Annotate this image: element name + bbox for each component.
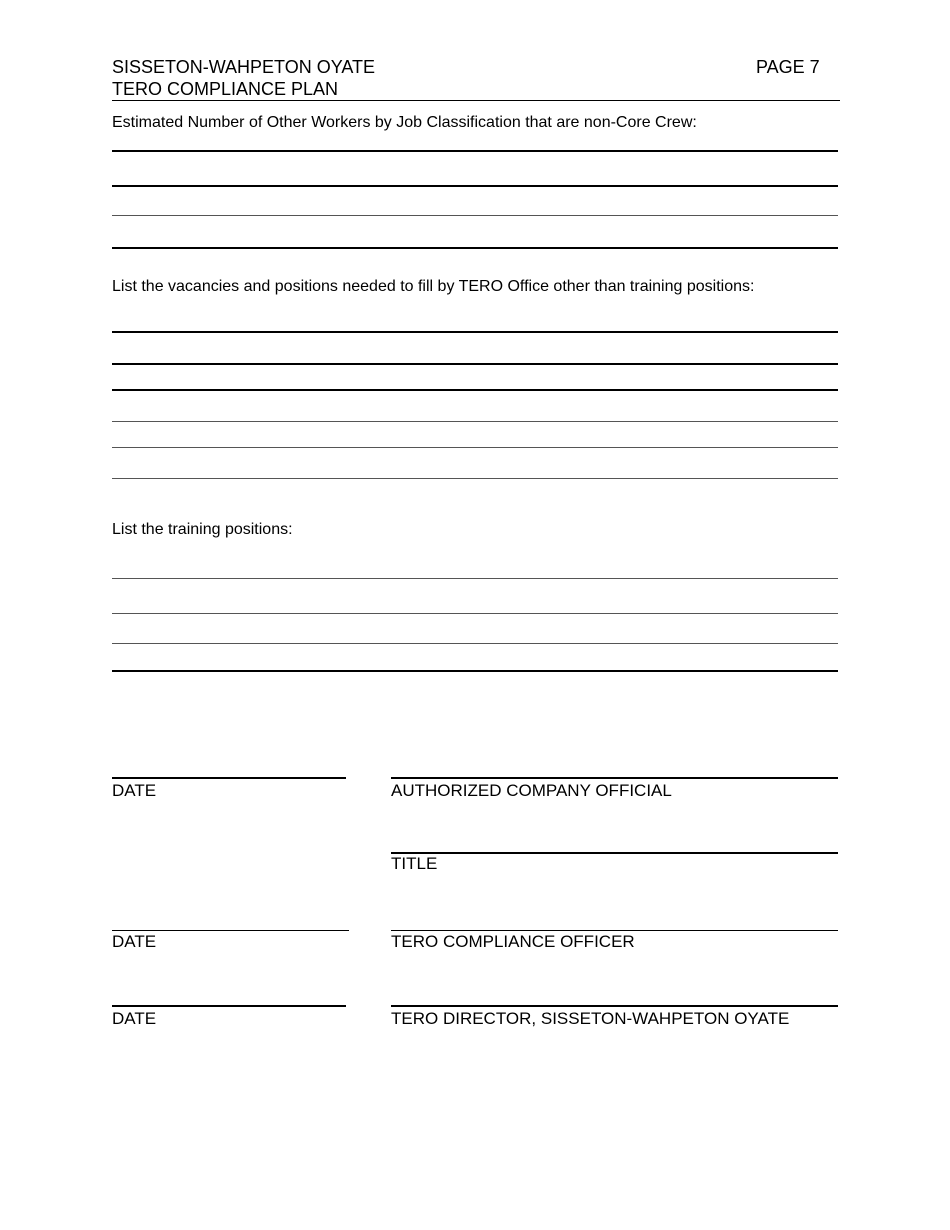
training-prompt: List the training positions: (112, 521, 293, 538)
date-label: DATE (112, 932, 157, 951)
title-label: TITLE (391, 854, 438, 873)
other-workers-entry-line[interactable] (112, 247, 838, 249)
vacancies-entry-line[interactable] (112, 389, 838, 391)
title-signature-line[interactable] (391, 852, 838, 854)
org-name: SISSETON-WAHPETON OYATE (112, 57, 376, 77)
date-label: DATE (112, 1009, 157, 1028)
other-workers-entry-line[interactable] (112, 215, 838, 216)
company-official-signature-line[interactable] (391, 777, 838, 779)
director-label: TERO DIRECTOR, SISSETON-WAHPETON OYATE (391, 1009, 790, 1028)
vacancies-prompt: List the vacancies and positions needed to fill by TERO Office other than training positions: (112, 278, 755, 295)
date-signature-line[interactable] (112, 1005, 346, 1007)
training-entry-line[interactable] (112, 670, 838, 672)
vacancies-entry-line[interactable] (112, 447, 838, 448)
company-official-label: AUTHORIZED COMPANY OFFICIAL (391, 781, 672, 800)
vacancies-entry-line[interactable] (112, 421, 838, 422)
other-workers-entry-line[interactable] (112, 185, 838, 187)
header-divider (112, 100, 840, 101)
compliance-officer-signature-line[interactable] (391, 930, 838, 931)
training-entry-line[interactable] (112, 613, 838, 614)
other-workers-entry-line[interactable] (112, 150, 838, 152)
page-number: PAGE 7 (756, 57, 820, 77)
director-signature-line[interactable] (391, 1005, 838, 1007)
vacancies-entry-line[interactable] (112, 478, 838, 479)
vacancies-entry-line[interactable] (112, 363, 838, 365)
date-signature-line[interactable] (112, 777, 346, 779)
document-title: TERO COMPLIANCE PLAN (112, 79, 339, 99)
date-label: DATE (112, 781, 157, 800)
compliance-officer-label: TERO COMPLIANCE OFFICER (391, 932, 635, 951)
training-entry-line[interactable] (112, 578, 838, 579)
training-entry-line[interactable] (112, 643, 838, 644)
other-workers-prompt: Estimated Number of Other Workers by Job Classification that are non-Core Crew: (112, 114, 697, 131)
date-signature-line[interactable] (112, 930, 349, 931)
vacancies-entry-line[interactable] (112, 331, 838, 333)
